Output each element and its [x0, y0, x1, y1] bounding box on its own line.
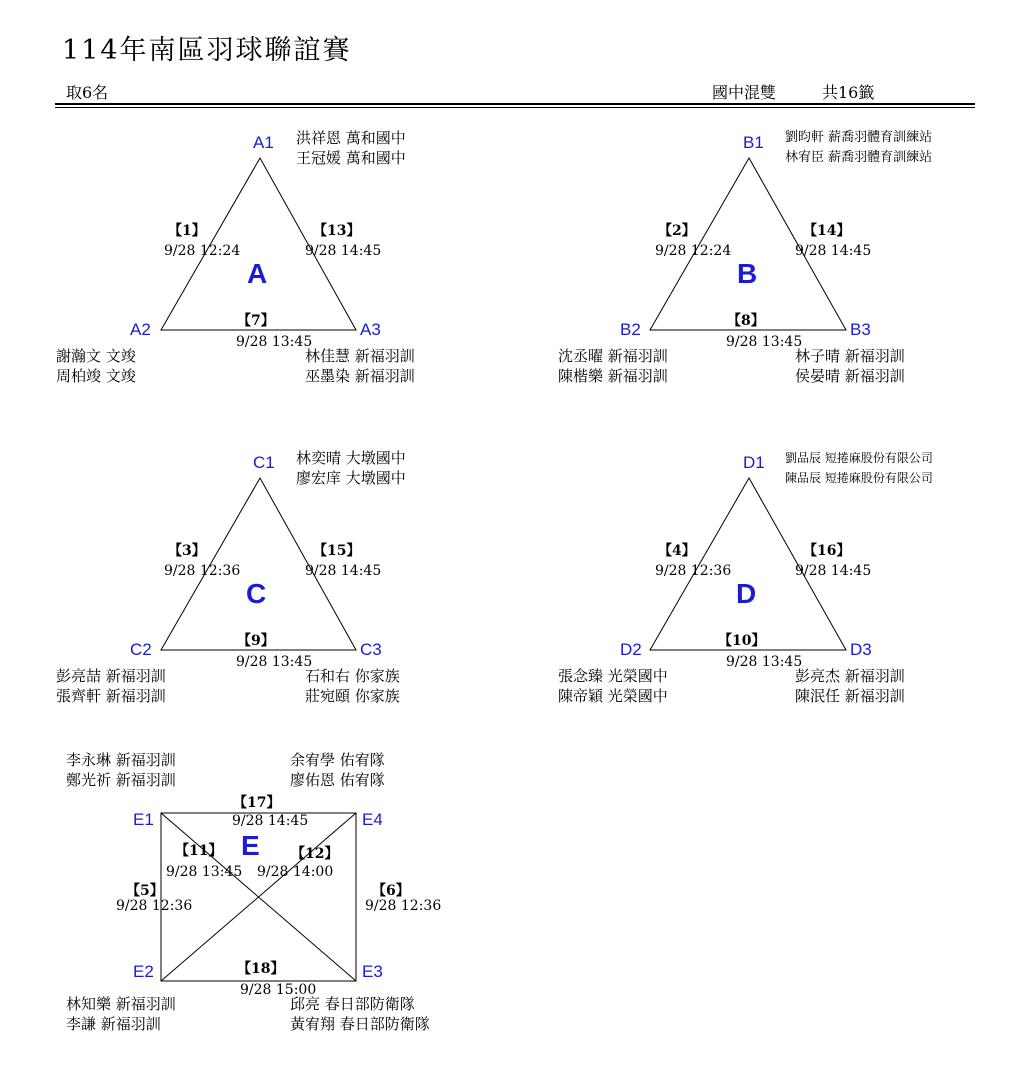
group-e-pos2: E2 [133, 962, 154, 981]
group-e-pos2-players: 林知樂 新福羽訓 李謙 新福羽訓 [66, 995, 176, 1033]
group-e-pos1-players: 李永琳 新福羽訓 鄭光祈 新福羽訓 [66, 751, 176, 789]
match-number: 【4】 [658, 543, 696, 559]
match-number: 【10】 [718, 633, 766, 649]
match-number: 【1】 [168, 223, 206, 239]
group-d-pos3: D3 [850, 640, 872, 659]
match-number: 【18】 [237, 961, 285, 977]
match-number: 【14】 [803, 223, 851, 239]
match-time: 9/28 12:36 [164, 563, 241, 579]
match-number: 【15】 [313, 543, 361, 559]
group-a-pos2: A2 [130, 320, 151, 339]
match-time: 9/28 14:45 [305, 563, 382, 579]
group-e-pos3-players: 邱亮 春日部防衛隊 黃宥翔 春日部防衛隊 [290, 995, 430, 1033]
match-number: 【7】 [237, 313, 275, 329]
match-time: 9/28 13:45 [236, 334, 313, 350]
group-c-pos2-players: 彭亮喆 新福羽訓 張齊軒 新福羽訓 [56, 667, 166, 705]
draw-count: 共16籤 [822, 83, 875, 102]
ranking-note: 取6名 [66, 83, 109, 102]
match-number: 【9】 [237, 633, 275, 649]
group-e-pos4: E4 [362, 810, 383, 829]
group-c-pos1-players: 林奕晴 大墩國中 廖宏庠 大墩國中 [296, 449, 406, 487]
match-time: 9/28 12:36 [655, 563, 732, 579]
match-time: 9/28 13:45 [726, 334, 803, 350]
group-a-pos2-players: 謝瀚文 文竣 周柏竣 文竣 [56, 347, 136, 385]
match-number: 【5】 [126, 883, 164, 899]
match-time: 9/28 13:45 [236, 654, 313, 670]
match-number: 【13】 [313, 223, 361, 239]
group-d-pos2-players: 張念臻 光榮國中 陳帝穎 光榮國中 [558, 667, 668, 705]
group-c-letter: C [246, 578, 267, 609]
event-name: 國中混雙 [712, 83, 777, 102]
group-c-pos1: C1 [253, 453, 275, 472]
group-a-pos1: A1 [253, 133, 274, 152]
match-time: 9/28 12:24 [164, 243, 241, 259]
match-number: 【3】 [168, 543, 206, 559]
group-e-letter: E [241, 830, 260, 861]
group-b-pos1: B1 [743, 133, 764, 152]
match-time: 9/28 13:45 [166, 864, 243, 880]
group-b-letter: B [737, 258, 758, 289]
group-c-pos3-players: 石和右 你家族 莊宛頤 你家族 [305, 667, 400, 705]
group-a-pos3-players: 林佳慧 新福羽訓 巫墨染 新福羽訓 [305, 347, 415, 385]
match-time: 9/28 14:45 [305, 243, 382, 259]
match-time: 9/28 14:00 [257, 864, 334, 880]
match-time: 9/28 13:45 [726, 654, 803, 670]
match-time: 9/28 15:00 [240, 982, 317, 998]
group-a-letter: A [247, 258, 268, 289]
page-title: 114年南區羽球聯誼賽 [62, 35, 352, 66]
match-number: 【2】 [658, 223, 696, 239]
match-time: 9/28 14:45 [232, 813, 309, 829]
match-time: 9/28 12:24 [655, 243, 732, 259]
group-b-pos3: B3 [850, 320, 871, 339]
group-b-pos2: B2 [620, 320, 641, 339]
match-number: 【16】 [803, 543, 851, 559]
group-c-pos2: C2 [130, 640, 152, 659]
group-d-pos1: D1 [743, 453, 765, 472]
group-e-pos4-players: 余宥學 佑宥隊 廖佑恩 佑宥隊 [290, 751, 385, 789]
group-d-pos3-players: 彭亮杰 新福羽訓 陳泯任 新福羽訓 [795, 667, 905, 705]
group-d-pos1-players: 劉品辰 短捲麻股份有限公司 陳品辰 短捲麻股份有限公司 [785, 451, 933, 485]
group-b-pos1-players: 劉昀軒 薪喬羽體育訓練站 林宥臣 薪喬羽體育訓練站 [785, 130, 933, 165]
match-time: 9/28 12:36 [365, 898, 442, 914]
match-number: 【8】 [727, 313, 765, 329]
group-d-letter: D [736, 578, 757, 609]
group-e-pos3: E3 [362, 962, 383, 981]
match-time: 9/28 14:45 [795, 563, 872, 579]
group-b-pos3-players: 林子晴 新福羽訓 侯晏晴 新福羽訓 [795, 347, 905, 385]
group-d-pos2: D2 [620, 640, 642, 659]
match-number: 【12】 [291, 846, 339, 862]
group-c-pos3: C3 [360, 640, 382, 659]
match-number: 【17】 [233, 795, 281, 811]
group-e-pos1: E1 [133, 810, 154, 829]
match-time: 9/28 12:36 [116, 898, 193, 914]
group-a-pos1-players: 洪祥恩 萬和國中 王冠媛 萬和國中 [296, 129, 406, 167]
match-number: 【11】 [175, 843, 223, 859]
match-number: 【6】 [372, 883, 410, 899]
match-time: 9/28 14:45 [795, 243, 872, 259]
group-a-pos3: A3 [360, 320, 381, 339]
group-b-pos2-players: 沈丞曜 新福羽訓 陳楷樂 新福羽訓 [558, 347, 668, 385]
